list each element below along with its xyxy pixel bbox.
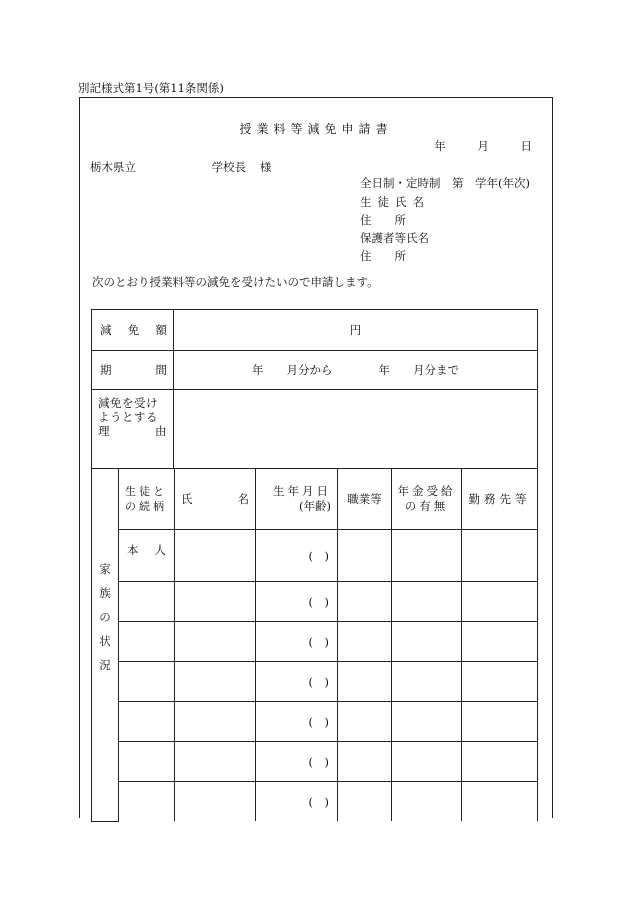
amount-label-char: 免 [127,323,140,337]
reason-input-cell[interactable] [174,390,538,469]
relation-header [119,469,175,530]
period-input-cell[interactable] [174,351,538,390]
age-placeholder: ( ) [308,714,329,729]
workplace-cell[interactable] [462,662,538,702]
relation-cell[interactable] [119,702,175,742]
occupation-cell[interactable] [338,782,392,822]
age-placeholder: ( ) [308,754,329,769]
name-cell[interactable] [175,582,256,622]
occupation-cell[interactable] [338,622,392,662]
birthdate-header-line: 生年月日 [273,484,331,498]
occupation-header-text: 職業等 [347,492,382,506]
occupation-cell[interactable] [338,742,392,782]
workplace-cell[interactable] [462,530,538,582]
birthdate-cell[interactable] [256,702,338,742]
student-name-label: 生徒氏名 [360,195,430,209]
honorific-label: 様 [259,160,272,174]
age-placeholder: ( ) [308,794,329,809]
name-cell[interactable] [175,742,256,782]
pension-cell[interactable] [392,782,462,822]
name-cell[interactable] [175,782,256,822]
pension-cell[interactable] [392,582,462,622]
name-cell[interactable] [175,662,256,702]
workplace-cell[interactable] [462,742,538,782]
amount-label-char: 減 [100,323,112,337]
pension-cell[interactable] [392,530,462,582]
name-cell[interactable] [175,702,256,742]
relation-cell-self [119,530,175,582]
birthdate-cell[interactable] [256,742,338,782]
relation-cell[interactable] [119,782,175,822]
name-header-char: 名 [237,492,249,506]
occupation-cell[interactable] [338,530,392,582]
period-label-cell [92,351,174,390]
relation-cell[interactable] [119,582,175,622]
family-label-char: 家 [99,562,111,576]
birthdate-cell[interactable] [256,530,338,582]
period-value: 年 月分から 年 月分まで [252,363,459,377]
birthdate-cell[interactable] [256,782,338,822]
guardian-address-label: 住 所 [360,249,406,263]
relation-cell[interactable] [119,662,175,702]
reason-label-line: 減免を受け [98,396,158,410]
date-line [434,138,532,154]
pension-cell[interactable] [392,662,462,702]
reason-label-cell [92,390,174,469]
birthdate-header [256,469,338,530]
age-placeholder: ( ) [308,634,329,649]
age-placeholder: ( ) [308,674,329,689]
relation-cell[interactable] [119,622,175,662]
application-statement: 次のとおり授業料等の減免を受けたいので申請します。 [92,275,379,289]
form-number-label: 別記様式第1号(第11条関係) [78,81,224,95]
reason-label-line [98,424,167,438]
name-header [175,469,256,530]
workplace-cell[interactable] [462,702,538,742]
workplace-cell[interactable] [462,622,538,662]
self-label-char: 人 [154,543,166,557]
age-placeholder: ( ) [308,594,329,609]
date-year: 年 [434,139,446,153]
amount-label-cell [92,310,174,351]
exemption-details-table [91,309,538,469]
amount-input-cell[interactable] [174,310,538,351]
addressee-line [90,159,271,175]
family-status-table [91,468,538,822]
relation-header-line: の続柄 [125,500,167,513]
pension-header-line: の有無 [404,499,449,513]
occupation-cell[interactable] [338,582,392,622]
name-header-char: 氏 [181,492,193,506]
period-label-char: 期 [100,363,112,377]
family-status-label-cell [92,469,119,822]
age-header-line: (年齢) [299,499,331,513]
prefecture-label: 栃木県立 [90,160,136,174]
family-label-char: の [99,610,111,624]
family-label-char: 族 [99,586,111,600]
workplace-cell[interactable] [462,782,538,822]
age-placeholder: ( ) [308,548,329,563]
birthdate-cell[interactable] [256,662,338,702]
reason-label-char: 理 [98,424,110,438]
date-month: 月 [477,139,489,153]
relation-header-line: 生徒と [125,485,167,498]
period-label-char: 間 [155,363,167,377]
workplace-header-text: 勤務先等 [468,492,531,506]
pension-cell[interactable] [392,702,462,742]
relation-cell[interactable] [119,742,175,782]
guardian-name-label: 保護者等氏名 [360,231,429,245]
pension-header [392,469,462,530]
course-grade-label: 全日制・定時制 第 学年(年次) [360,176,530,190]
reason-label-line: ようとする [98,410,158,424]
principal-label: 学校長 [211,160,247,174]
birthdate-cell[interactable] [256,622,338,662]
family-label-char: 状 [99,634,111,648]
form-title: 授業料等減免申請書 [239,122,393,136]
workplace-header [462,469,538,530]
pension-cell[interactable] [392,622,462,662]
occupation-cell[interactable] [338,662,392,702]
pension-cell[interactable] [392,742,462,782]
occupation-cell[interactable] [338,702,392,742]
amount-label-char: 額 [155,323,167,337]
date-day: 日 [520,139,532,153]
pension-header-line: 年金受給 [397,484,456,498]
birthdate-cell[interactable] [256,582,338,622]
self-label-char: 本 [127,543,139,557]
yen-unit: 円 [349,323,362,337]
workplace-cell[interactable] [462,582,538,622]
reason-label-char: 由 [155,424,167,438]
student-address-label: 住 所 [360,213,406,227]
occupation-header [338,469,392,530]
name-cell[interactable] [175,622,256,662]
name-cell[interactable] [175,530,256,582]
family-label-char: 況 [99,658,111,672]
